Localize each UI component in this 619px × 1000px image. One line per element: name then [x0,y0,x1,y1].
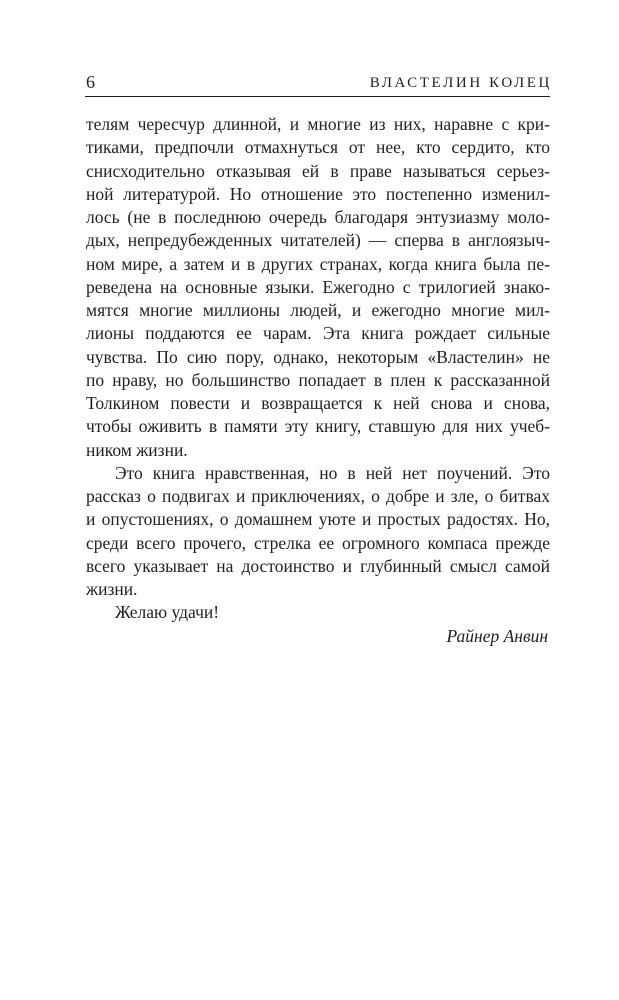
text-line: жизни. [86,579,138,599]
header-rule [85,96,550,97]
text-line: ником жизни. [86,439,188,460]
text-line: ном мире, а затем и в других странах, когда книга была пе- [86,253,550,274]
paragraph [86,601,550,624]
text-line: всего указывает на достоинство и глубинный смысл самой [86,555,550,576]
paragraph [86,462,550,602]
text-line: по нраву, но большинство попадает в плен к рассказанной [86,369,550,390]
text-line: Толкином повести и возвращается к ней снова и снова, [86,393,550,413]
text-line: Это книга нравственная, но в ней нет поучений. Это [115,462,550,483]
text-line: снисходительно отказывая ей в праве называться серьез- [86,160,550,181]
text-line: лось (не в последнюю очередь благодаря энтузиазму моло- [86,207,550,227]
text-line: чтобы оживить в памяти эту книгу, ставшую для них учеб- [86,416,550,437]
text-line: чувства. По сию пору, однако, некоторым «Властелин» не [86,346,550,367]
text-line: рассказ о подвигах и приключениях, о добре и зле, о битвах [86,486,550,506]
paragraph [86,113,550,462]
text-line: Желаю удачи! [115,602,220,623]
text-line: реведена на основные языки. Ежегодно с трилогией знако- [86,276,550,297]
signature: Райнер Анвин [446,625,548,646]
text-line: и опустошениях, о домашнем уюте и простых радостях. Но, [86,509,550,530]
text-body [86,113,550,648]
text-line: мятся многие миллионы людей, и ежегодно многие мил- [86,300,550,320]
text-line: лионы поддаются ее чарам. Эта книга рождает сильные [86,323,550,344]
text-line: телям чересчур длинной, и многие из них, наравне с кри- [86,114,550,134]
text-line: ной литературой. Но отношение это постепенно изменил- [86,183,550,204]
page-number: 6 [86,72,95,92]
text-line: среди всего прочего, стрелка ее огромного компаса прежде [86,532,550,553]
text-line: тиками, предпочли отмахнуться от нее, кто сердито, кто [86,137,550,158]
running-title: ВЛАСТЕЛИН КОЛЕЦ [369,75,552,91]
text-line: дых, непредубежденных читателей) — сперва в англоязыч- [86,230,550,251]
